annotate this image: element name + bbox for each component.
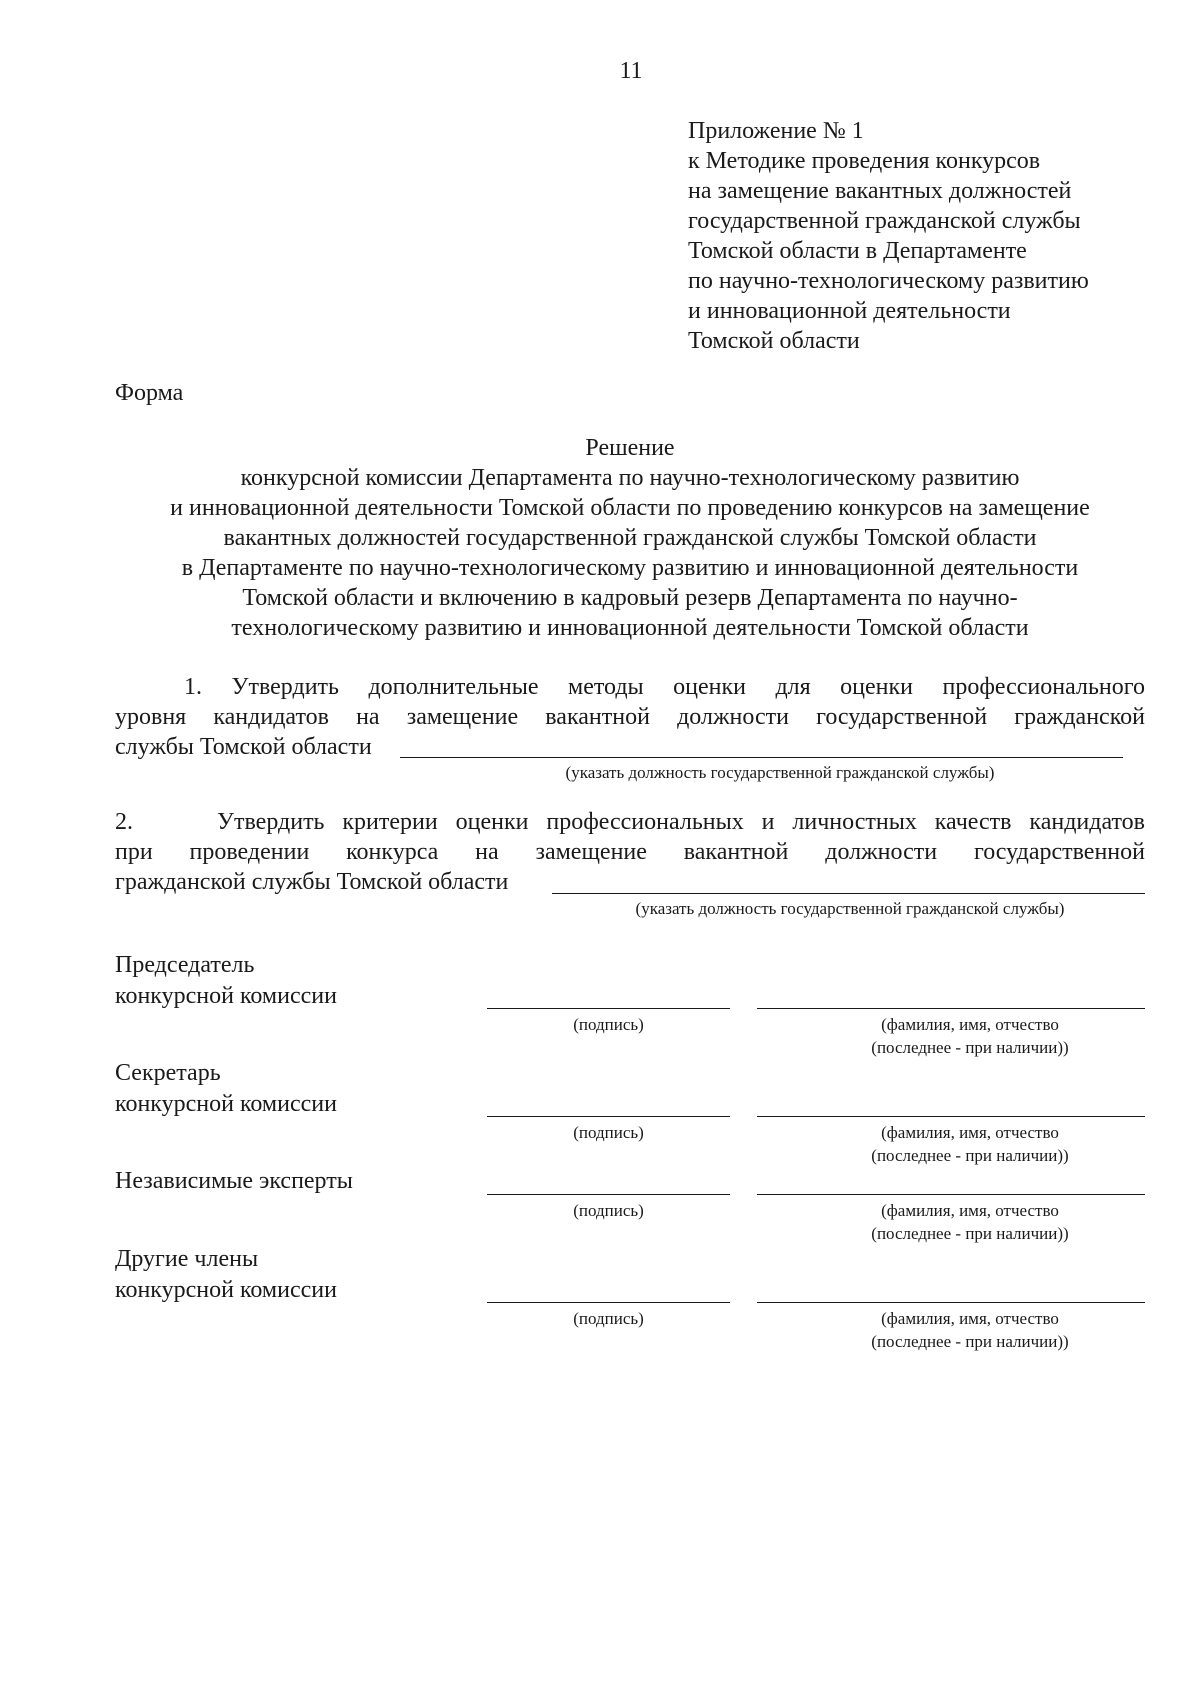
- signature-line[interactable]: [487, 1116, 730, 1117]
- appendix-line: к Методике проведения конкурсов: [688, 148, 1041, 174]
- name-caption: (фамилия, имя, отчество (последнее - при наличии)): [871, 1309, 1069, 1351]
- item1-line3: службы Томской области: [115, 734, 372, 760]
- name-line[interactable]: [757, 1008, 1145, 1009]
- title-heading: Решение: [585, 435, 675, 461]
- item2-line1: Утвердить критерии оценки профессиональных и личностных качеств кандидатов: [217, 809, 1145, 835]
- appendix-line: и инновационной деятельности: [688, 298, 1011, 324]
- item2-hint: (указать должность государственной гражданской службы): [635, 899, 1065, 918]
- signature-line[interactable]: [487, 1302, 730, 1303]
- appendix-line: на замещение вакантных должностей: [688, 178, 1072, 204]
- signature-caption: (подпись): [573, 1201, 644, 1220]
- appendix-line: Томской области: [688, 328, 860, 354]
- item1-hint: (указать должность государственной гражданской службы): [565, 763, 995, 782]
- signature-line[interactable]: [487, 1008, 730, 1009]
- appendix-line: государственной гражданской службы: [688, 208, 1081, 234]
- form-label: Форма: [115, 380, 184, 406]
- title-line: технологическому развитию и инновационной деятельности Томской области: [231, 615, 1029, 641]
- item1-line2: уровня кандидатов на замещение вакантной должности государственной гражданской: [115, 704, 1145, 730]
- appendix-line: по научно-технологическому развитию: [688, 268, 1089, 294]
- appendix-block: [688, 116, 1188, 356]
- role-other-members: Другие члены конкурсной комиссии: [115, 1246, 337, 1303]
- item2-line3: гражданской службы Томской области: [115, 869, 509, 895]
- title-line: Томской области и включению в кадровый резерв Департамента по научно-: [242, 585, 1018, 611]
- appendix-line: Приложение № 1: [688, 118, 864, 144]
- signature-caption: (подпись): [573, 1015, 644, 1034]
- item2-position-field[interactable]: [552, 893, 1145, 894]
- document-title: [110, 433, 1150, 643]
- signature-line[interactable]: [487, 1194, 730, 1195]
- page-number: 11: [619, 58, 643, 84]
- name-line[interactable]: [757, 1116, 1145, 1117]
- name-caption: (фамилия, имя, отчество (последнее - при наличии)): [871, 1123, 1069, 1165]
- role-secretary: Секретарь конкурсной комиссии: [115, 1060, 337, 1117]
- title-line: в Департаменте по научно-технологическому развитию и инновационной деятельности: [181, 555, 1079, 581]
- title-line: вакантных должностей государственной гражданской службы Томской области: [223, 525, 1037, 551]
- name-caption: (фамилия, имя, отчество (последнее - при наличии)): [871, 1015, 1069, 1057]
- appendix-line: Томской области в Департаменте: [688, 238, 1027, 264]
- item2-line2: при проведении конкурса на замещение вакантной должности государственной: [115, 839, 1145, 865]
- title-line: и инновационной деятельности Томской области по проведению конкурсов на замещение: [170, 495, 1090, 521]
- title-line: конкурсной комиссии Департамента по научно-технологическому развитию: [240, 465, 1020, 491]
- name-line[interactable]: [757, 1302, 1145, 1303]
- name-caption: (фамилия, имя, отчество (последнее - при наличии)): [871, 1201, 1069, 1243]
- item1-line1: 1. Утвердить дополнительные методы оценки для оценки профессионального: [184, 674, 1145, 700]
- role-chairman: Председатель конкурсной комиссии: [115, 952, 337, 1009]
- item2-number: 2.: [115, 809, 133, 835]
- signature-caption: (подпись): [573, 1123, 644, 1142]
- role-independent-experts: Независимые эксперты: [115, 1168, 353, 1194]
- name-line[interactable]: [757, 1194, 1145, 1195]
- item1-position-field[interactable]: [400, 757, 1123, 758]
- signature-caption: (подпись): [573, 1309, 644, 1328]
